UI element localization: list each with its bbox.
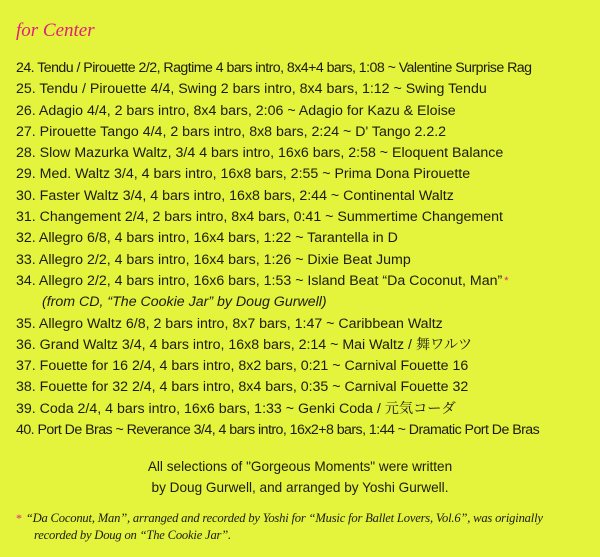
credits-line: by Doug Gurwell, and arranged by Yoshi Gurwell. — [151, 480, 449, 495]
track-item: 25. Tendu / Pirouette 4/4, Swing 2 bars intro, 8x4 bars, 1:12 ~ Swing Tendu — [16, 81, 487, 98]
track-item: 35. Allegro Waltz 6/8, 2 bars intro, 8x7 bars, 1:47 ~ Caribbean Waltz — [16, 315, 443, 332]
track-list — [16, 58, 539, 441]
track-item: 29. Med. Waltz 3/4, 4 bars intro, 16x8 bars, 2:55 ~ Prima Dona Pirouette — [16, 166, 471, 183]
track-item: 28. Slow Mazurka Waltz, 3/4 4 bars intro, 16x6 bars, 2:58 ~ Eloquent Balance — [16, 145, 504, 162]
track-item — [16, 271, 539, 292]
credits — [0, 456, 600, 498]
footnote-marker: * — [16, 511, 22, 525]
footnote-line: “Da Coconut, Man”, arranged and recorded by Yoshi for “Music for Ballet Lovers, Vol.6”, was originally — [25, 511, 543, 525]
track-item: 38. Fouette for 32 2/4, 4 bars intro, 8x4 bars, 0:35 ~ Carnival Fouette 32 — [16, 379, 469, 396]
track-item: 33. Allegro 2/2, 4 bars intro, 16x4 bars, 1:26 ~ Dixie Beat Jump — [16, 251, 411, 268]
track-item: 27. Pirouette Tango 4/4, 2 bars intro, 8x8 bars, 2:24 ~ D' Tango 2.2.2 — [16, 123, 447, 140]
footnote-line: recorded by Doug on “The Cookie Jar”. — [34, 528, 231, 542]
footnote-marker: * — [504, 274, 509, 287]
track-item: 31. Changement 2/4, 2 bars intro, 8x4 bars, 0:41 ~ Summertime Changement — [16, 209, 503, 226]
section-title: for Center — [16, 20, 95, 41]
footnote — [16, 510, 543, 544]
track-item: 24. Tendu / Pirouette 2/2, Ragtime 4 bars intro, 8x4+4 bars, 1:08 ~ Valentine Surprise Rag — [16, 60, 532, 76]
track-source-note: (from CD, “The Cookie Jar” by Doug Gurwell) — [42, 294, 327, 311]
track-item: 39. Coda 2/4, 4 bars intro, 16x6 bars, 1:33 ~ Genki Coda / 元気コーダ — [16, 400, 456, 417]
track-item: 40. Port De Bras ~ Reverance 3/4, 4 bars intro, 16x2+8 bars, 1:44 ~ Dramatic Port De Bras — [16, 422, 540, 439]
track-item: 26. Adagio 4/4, 2 bars intro, 8x4 bars, 2:06 ~ Adagio for Kazu & Eloise — [16, 102, 456, 119]
track-text: 34. Allegro 2/2, 4 bars intro, 16x6 bars, 1:53 ~ Island Beat “Da Coconut, Man” — [16, 272, 503, 289]
track-item: 36. Grand Waltz 3/4, 4 bars intro, 16x8 bars, 2:14 ~ Mai Waltz / 舞ワルツ — [16, 336, 473, 353]
track-item: 32. Allegro 6/8, 4 bars intro, 16x4 bars, 1:22 ~ Tarantella in D — [16, 230, 398, 247]
track-item: 30. Faster Waltz 3/4, 4 bars intro, 16x8 bars, 2:44 ~ Continental Waltz — [16, 187, 454, 204]
credits-line: All selections of "Gorgeous Moments" were written — [147, 459, 453, 474]
track-item: 37. Fouette for 16 2/4, 4 bars intro, 8x2 bars, 0:21 ~ Carnival Fouette 16 — [16, 358, 469, 375]
